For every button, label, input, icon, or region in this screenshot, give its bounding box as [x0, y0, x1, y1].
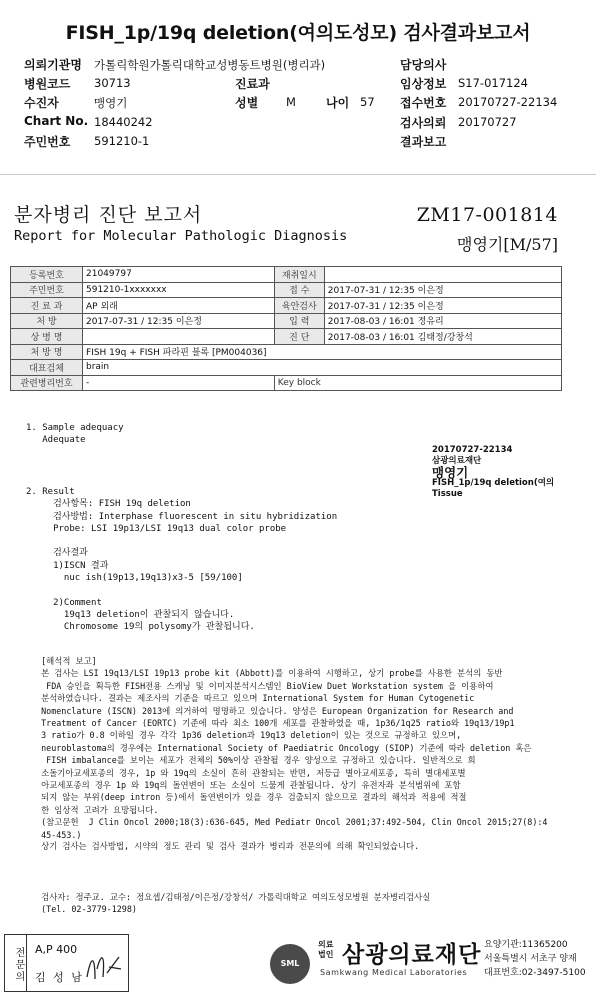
table-row: 상 병 명 진 단 2017-08-03 / 16:01 김태정/강창석 — [11, 329, 562, 345]
patient-label: 수진자 — [24, 96, 59, 110]
dept-label: 진료과 — [235, 77, 270, 91]
result-section: 2. Result 검사항목: FISH 19q deletion 검사방법: Interphase fluorescent in situ hybridization Probe: LSI 19p13/LSI 19q13 dual color probe 검사결과 1)ISCN 결과 nuc ish(19p13,19q13)x3-5 [59/100] 2)Comment 19q13 deletion이 관찰되지 않습니다. Chromosome 19의 polysomy가 관찰됩니다. — [26, 487, 338, 633]
table-row: 처 방 2017-07-31 / 12:35 이은정 입 력 2017-08-03 / 16:01 정유리 — [11, 313, 562, 329]
agency-info: 요양기관:11365200 서울특별시 서초구 양재 대표번호:02-3497-5100 — [484, 940, 586, 978]
report-title-en: Report for Molecular Pathologic Diagnosis — [14, 228, 348, 244]
brand-name: 삼광의료재단 — [342, 942, 482, 968]
signer-name: 김 성 남 — [35, 971, 84, 984]
specimen-sticker: 20170727-22134 삼광의료재단 맹영기 FISH_1p/19q deletion(여의 Tissue — [432, 445, 555, 499]
report-title-ko: 분자병리 진단 보고서 — [14, 204, 203, 226]
age-value: 57 — [360, 95, 375, 109]
rrn-value: 591210-1 — [94, 134, 150, 148]
header-info — [0, 52, 596, 152]
code-value: 30713 — [94, 76, 131, 90]
inst-value: 가톨릭학원가톨릭대학교성병동트병원(병리과) — [94, 58, 326, 72]
sample-adequacy: 1. Sample adequacy Adequate — [26, 423, 124, 446]
request-value: 20170727 — [458, 115, 517, 129]
code-label: 병원코드 — [24, 77, 71, 91]
doctor-label: 담당의사 — [400, 58, 447, 72]
request-label: 검사의뢰 — [400, 116, 447, 130]
sex-label: 성별 — [235, 96, 259, 110]
table-row: 진 료 과 AP 외래 육안검사 2017-07-31 / 12:35 이은정 — [11, 298, 562, 314]
table-row: 처 방 명 FISH 19q + FISH 파라핀 블록 [PM004036] — [11, 344, 562, 360]
signature-icon — [83, 947, 123, 987]
patient-value: 맹영기 — [94, 96, 128, 110]
receipt-label: 접수번호 — [400, 96, 447, 110]
brand-prefix: 의료 법인 — [318, 940, 334, 959]
brand-name-en: Samkwang Medical Laboratories — [320, 968, 468, 977]
clinical-value: S17-017124 — [458, 76, 528, 90]
chart-label: Chart No. — [24, 114, 89, 128]
rrn-label: 주민번호 — [24, 135, 71, 149]
table-row: 등록번호 21049797 재취일시 — [11, 267, 562, 283]
specialist-label: 전문의 — [5, 935, 27, 991]
chart-value: 18440242 — [94, 115, 153, 129]
sex-value: M — [286, 95, 296, 109]
license-no: A,P 400 — [35, 943, 78, 956]
page-title: FISH_1p/19q deletion(여의도성모) 검사결과보고서 — [65, 22, 531, 44]
scanned-report — [0, 160, 596, 925]
clinical-label: 임상정보 — [400, 77, 447, 91]
confirmation-note: 상기 검사는 검사방법, 시약의 정도 관리 및 검사 결과가 병리과 전문의에 의해 확인되었습니다. — [26, 841, 420, 851]
scan-edge — [0, 174, 596, 175]
table-row: 주민번호 591210-1xxxxxxx 접 수 2017-07-31 / 12:35 이은정 — [11, 282, 562, 298]
examiner-info: 검사자: 정주교. 교수: 정요셉/김태정/이은정/강창석/ 가톨릭대학교 여의도성모병원 분자병리검사실 (Tel. 02-3779-1298) — [41, 892, 431, 915]
footer — [0, 928, 596, 1000]
report-info-table — [10, 266, 562, 391]
interpretation: [해석적 보고] 본 검사는 LSI 19q13/LSI 19p13 probe kit (Abbott)를 이용하여 시행하고, 상기 probe를 사용한 분석의 동반 FDA 승인을 획득한 FISH전용 스캐닝 및 이미지분석시스템인 BioView Duet Workstation system 을 이용하여 분석하였습니다. 결과는 제조사의 기준을 따르고 있으며 International System for Human Cytogenetic Nomenclature (ISCN) 2013에 의거하여 명명하고 있습니다. 양성은 European Organization for Research and Treatment of Cancer (EORTC) 기준에 따라 최소 100개 세포를 관찰하였을 때, 1p36/1q25 ratio와 19q13/19p1 3 ratio가 0.8 이하일 경우 각각 1p36 deletion과 19q13 deletion이 있는 것으로 규정하고 있으며, neuroblastoma의 경우에는 International Society of Paediatric Oncology (SIOP) 기준에 따라 deletion 혹은 FISH imbalance를 보이는 세포가 전체의 50%이상 관찰될 경우 양성으로 규정하고 있습니다. 일반적으로 희 소돌기아교세포종의 경우, 1p 와 19q의 소실이 흔히 관찰되는 반면, 저등급 별아교세포종, 특히 별대세포별 아교세포종의 경우 1p 와 19q의 돌연변이 또는 소실이 드물게 관찰됩니다. 상기 유전자좌 분석범위에 포함 되지 않는 부위(deep intron 등)에서 돌연변이가 있을 경우 검출되지 않으므로 결과의 해석과 적용에 적절 한 임상적 고려가 요망됩니다. (참고문헌 J Clin Oncol 2000;18(3):636-645, Med Pediatr Oncol 2001;37:492-504, Clin Oncol 2015;27(8):4 45-453.) — [41, 656, 548, 840]
result-label: 결과보고 — [400, 135, 447, 149]
receipt-value: 20170727-22134 — [458, 95, 558, 109]
report-patient: 맹영기[M/57] — [457, 235, 558, 254]
inst-label: 의뢰기관명 — [24, 58, 82, 72]
age-label: 나이 — [326, 96, 350, 110]
table-row: 관련병리번호 - Key block — [11, 375, 562, 391]
signature-box — [4, 934, 129, 992]
report-number: ZM17-001814 — [416, 204, 558, 226]
table-row: 대표검체 brain — [11, 360, 562, 376]
sml-logo-icon: SML — [270, 944, 310, 984]
